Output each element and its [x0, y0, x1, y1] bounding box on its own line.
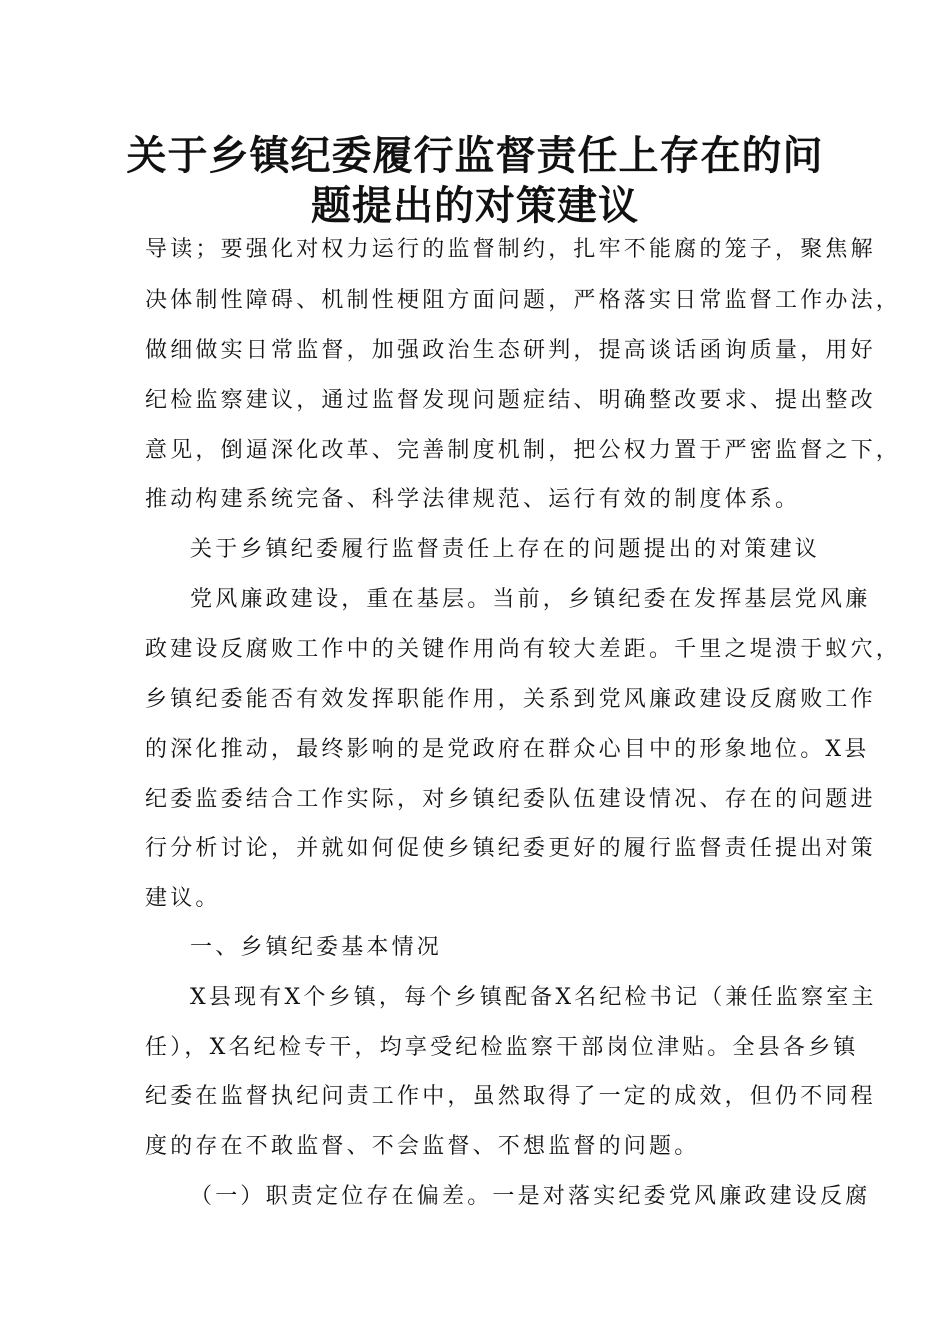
paragraph-line: 的深化推动，最终影响的是党政府在群众心目中的形象地位。X县	[145, 737, 870, 762]
paragraph-line: 任），X名纪检专干，均享受纪检监察干部岗位津贴。全县各乡镇	[145, 1035, 859, 1060]
subtitle-line: 关于乡镇纪委履行监督责任上存在的问题提出的对策建议	[190, 537, 821, 562]
paragraph-line: 纪委在监督执纪问责工作中，虽然取得了一定的成效，但仍不同程	[145, 1084, 876, 1109]
paragraph-line: 乡镇纪委能否有效发挥职能作用，关系到党风廉政建设反腐败工作	[145, 687, 876, 712]
intro-line: 纪检监察建议，通过监督发现问题症结、明确整改要求、提出整改	[145, 388, 876, 413]
document-title-line-1: 关于乡镇纪委履行监督责任上存在的问	[126, 133, 824, 179]
intro-line: 意见，倒逼深化改革、完善制度机制，把公权力置于严密监督之下，	[145, 438, 902, 463]
intro-line: 决体制性障碍、机制性梗阻方面问题，严格落实日常监督工作办法，	[145, 288, 902, 313]
paragraph-line: 行分析讨论，并就如何促使乡镇纪委更好的履行监督责任提出对策	[145, 836, 876, 861]
paragraph-line: 度的存在不敢监督、不会监督、不想监督的问题。	[145, 1134, 700, 1159]
paragraph-line: 党风廉政建设，重在基层。当前，乡镇纪委在发挥基层党风廉	[190, 587, 871, 612]
paragraph-line: 建议。	[145, 886, 221, 911]
paragraph-line: X县现有X个乡镇，每个乡镇配备X名纪检书记（兼任监察室主	[190, 985, 877, 1010]
paragraph-line: 纪委监委结合工作实际，对乡镇纪委队伍建设情况、存在的问题进	[145, 787, 876, 812]
paragraph-line: （一）职责定位存在偏差。一是对落实纪委党风廉政建设反腐	[190, 1184, 871, 1209]
paragraph-line: 政建设反腐败工作中的关键作用尚有较大差距。千里之堤溃于蚁穴，	[145, 637, 902, 662]
intro-line: 做细做实日常监督，加强政治生态研判，提高谈话函询质量，用好	[145, 338, 876, 363]
intro-line: 推动构建系统完备、科学法律规范、运行有效的制度体系。	[145, 487, 801, 512]
intro-line: 导读；要强化对权力运行的监督制约，扎牢不能腐的笼子，聚焦解	[145, 237, 876, 262]
section-heading: 一、乡镇纪委基本情况	[190, 935, 443, 960]
document-title-line-2: 题提出的对策建议	[311, 183, 639, 229]
